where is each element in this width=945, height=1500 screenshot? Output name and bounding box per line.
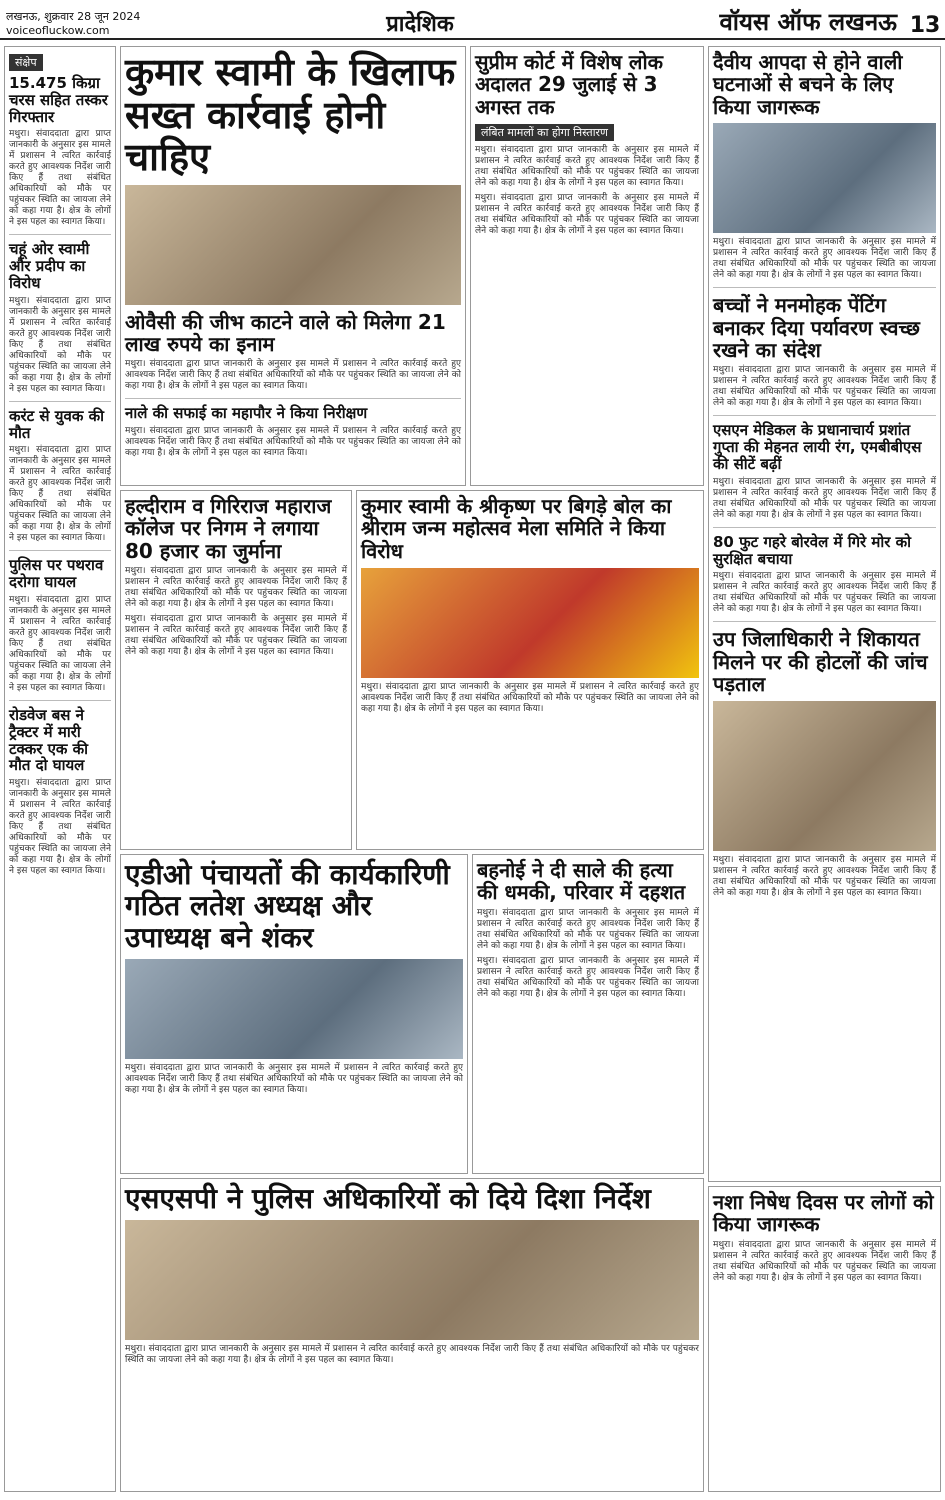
section-title: प्रादेशिक [386, 12, 454, 37]
brand-title: वॉयस ऑफ लखनऊ [719, 8, 897, 36]
headline-medical: एसएन मेडिकल के प्रधानाचार्य प्रशांत गुप्ता की मेहनत लायी रंग, एमबीबीएस की सीटें बढ़ीं [713, 421, 922, 473]
text-disaster: मथुरा। संवाददाता द्वारा प्राप्त जानकारी के अनुसार इस मामले में प्रशासन ने त्वरित कार्रवाई करते हुए आवश्यक निर्देश जारी किए हैं तथा संबंधित अधिकारियों को मौके पर पहुंचकर स्थिति का जायजा लेने को कहा गया है। क्षेत्र के लोगों ने इस पहल का स्वागत किया। [713, 237, 936, 281]
headline-disaster: दैवीय आपदा से होने वाली घटनाओं से बचने के लिए किया जागरूक [713, 50, 903, 119]
masthead [0, 0, 945, 40]
brief-1-title: 15.475 किग्रा चरस सहित तस्कर गिरफ्तार [9, 74, 108, 126]
story-haldiram [120, 490, 352, 850]
story-drug [708, 1186, 941, 1492]
headline-haldiram: हल्दीराम व गिरिराज महाराज कॉलेज पर निगम ने लगाया 80 हजार का जुर्माना [125, 494, 332, 563]
photo-kumar [125, 185, 461, 305]
masthead-left [0, 10, 300, 38]
tag-court: लंबित मामलों का होगा निस्तारण [475, 124, 614, 141]
text-medical: मथुरा। संवाददाता द्वारा प्राप्त जानकारी के अनुसार इस मामले में प्रशासन ने त्वरित कार्रवाई करते हुए आवश्यक निर्देश जारी किए हैं तथा संबंधित अधिकारियों को मौके पर पहुंचकर स्थिति का जायजा लेने को कहा गया है। क्षेत्र के लोगों ने इस पहल का स्वागत किया। [713, 476, 936, 520]
page-number: 13 [909, 13, 941, 38]
brief-4-text: मथुरा। संवाददाता द्वारा प्राप्त जानकारी के अनुसार इस मामले में प्रशासन ने त्वरित कार्रवाई करते हुए आवश्यक निर्देश जारी किए हैं तथा संबंधित अधिकारियों को मौके पर पहुंचकर स्थिति का जायजा लेने को कहा गया है। क्षेत्र के लोगों ने इस पहल का स्वागत किया। [9, 594, 111, 693]
brief-tag: संक्षेप [9, 54, 43, 71]
photo-disaster [713, 123, 936, 233]
left-column [4, 46, 116, 1492]
text-ado: मथुरा। संवाददाता द्वारा प्राप्त जानकारी के अनुसार इस मामले में प्रशासन ने त्वरित कार्रवाई करते हुए आवश्यक निर्देश जारी किए हैं तथा संबंधित अधिकारियों को मौके पर पहुंचकर स्थिति का जायजा लेने को कहा गया है। क्षेत्र के लोगों ने इस पहल का स्वागत किया। [125, 1063, 463, 1096]
text-court: मथुरा। संवाददाता द्वारा प्राप्त जानकारी के अनुसार इस मामले में प्रशासन ने त्वरित कार्रवाई करते हुए आवश्यक निर्देश जारी किए हैं तथा संबंधित अधिकारियों को मौके पर पहुंचकर स्थिति का जायजा लेने को कहा गया है। क्षेत्र के लोगों ने इस पहल का स्वागत किया। [475, 145, 699, 189]
story-ado [120, 854, 468, 1174]
story-krishna [356, 490, 704, 850]
brief-4-title: पुलिस पर पथराव दरोगा घायल [9, 556, 104, 592]
text-haldiram: मथुरा। संवाददाता द्वारा प्राप्त जानकारी के अनुसार इस मामले में प्रशासन ने त्वरित कार्रवाई करते हुए आवश्यक निर्देश जारी किए हैं तथा संबंधित अधिकारियों को मौके पर पहुंचकर स्थिति का जायजा लेने को कहा गया है। क्षेत्र के लोगों ने इस पहल का स्वागत किया। [125, 566, 347, 610]
text-drug: मथुरा। संवाददाता द्वारा प्राप्त जानकारी के अनुसार इस मामले में प्रशासन ने त्वरित कार्रवाई करते हुए आवश्यक निर्देश जारी किए हैं तथा संबंधित अधिकारियों को मौके पर पहुंचकर स्थिति का जायजा लेने को कहा गया है। क्षेत्र के लोगों ने इस पहल का स्वागत किया। [713, 1239, 936, 1283]
sub-drain: नाले की सफाई का महापौर ने किया निरीक्षण [125, 404, 368, 423]
text-threat: मथुरा। संवाददाता द्वारा प्राप्त जानकारी के अनुसार इस मामले में प्रशासन ने त्वरित कार्रवाई करते हुए आवश्यक निर्देश जारी किए हैं तथा संबंधित अधिकारियों को मौके पर पहुंचकर स्थिति का जायजा लेने को कहा गया है। क्षेत्र के लोगों ने इस पहल का स्वागत किया। [477, 907, 699, 951]
right-column [708, 46, 941, 1182]
headline-krishna: कुमार स्वामी के श्रीकृष्ण पर बिगड़े बोल का श्रीराम जन्म महोत्सव मेला समिति ने किया विरोध [361, 494, 672, 563]
text-court-2: मथुरा। संवाददाता द्वारा प्राप्त जानकारी के अनुसार इस मामले में प्रशासन ने त्वरित कार्रवाई करते हुए आवश्यक निर्देश जारी किए हैं तथा संबंधित अधिकारियों को मौके पर पहुंचकर स्थिति का जायजा लेने को कहा गया है। क्षेत्र के लोगों ने इस पहल का स्वागत किया। [475, 193, 699, 237]
headline-painting: बच्चों ने मनमोहक पेंटिंग बनाकर दिया पर्यावरण स्वच्छ रखने का संदेश [713, 293, 920, 362]
headline-kumar: कुमार स्वामी के खिलाफ सख्त कार्रवाई होनी चाहिए [125, 50, 456, 180]
brief-2-title: चहूं ओर स्वामी और प्रदीप का विरोध [9, 240, 90, 292]
photo-ado [125, 959, 463, 1059]
text-haldiram-2: मथुरा। संवाददाता द्वारा प्राप्त जानकारी के अनुसार इस मामले में प्रशासन ने त्वरित कार्रवाई करते हुए आवश्यक निर्देश जारी किए हैं तथा संबंधित अधिकारियों को मौके पर पहुंचकर स्थिति का जायजा लेने को कहा गया है। क्षेत्र के लोगों ने इस पहल का स्वागत किया। [125, 614, 347, 658]
headline-ssp: एसएसपी ने पुलिस अधिकारियों को दिये दिशा निर्देश [125, 1182, 651, 1215]
photo-hotel [713, 701, 936, 851]
story-kumar-swami [120, 46, 466, 486]
text-painting: मथुरा। संवाददाता द्वारा प्राप्त जानकारी के अनुसार इस मामले में प्रशासन ने त्वरित कार्रवाई करते हुए आवश्यक निर्देश जारी किए हैं तथा संबंधित अधिकारियों को मौके पर पहुंचकर स्थिति का जायजा लेने को कहा गया है। क्षेत्र के लोगों ने इस पहल का स्वागत किया। [713, 365, 936, 409]
sub-owaisi: ओवैसी की जीभ काटने वाले को मिलेगा 21 लाख रुपये का इनाम [125, 309, 446, 357]
brief-1-text: मथुरा। संवाददाता द्वारा प्राप्त जानकारी के अनुसार इस मामले में प्रशासन ने त्वरित कार्रवाई करते हुए आवश्यक निर्देश जारी किए हैं तथा संबंधित अधिकारियों को मौके पर पहुंचकर स्थिति का जायजा लेने को कहा गया है। क्षेत्र के लोगों ने इस पहल का स्वागत किया। [9, 129, 111, 228]
brief-5-text: मथुरा। संवाददाता द्वारा प्राप्त जानकारी के अनुसार इस मामले में प्रशासन ने त्वरित कार्रवाई करते हुए आवश्यक निर्देश जारी किए हैं तथा संबंधित अधिकारियों को मौके पर पहुंचकर स्थिति का जायजा लेने को कहा गया है। क्षेत्र के लोगों ने इस पहल का स्वागत किया। [9, 778, 111, 877]
text-krishna: मथुरा। संवाददाता द्वारा प्राप्त जानकारी के अनुसार इस मामले में प्रशासन ने त्वरित कार्रवाई करते हुए आवश्यक निर्देश जारी किए हैं तथा संबंधित अधिकारियों को मौके पर पहुंचकर स्थिति का जायजा लेने को कहा गया है। क्षेत्र के लोगों ने इस पहल का स्वागत किया। [361, 682, 699, 715]
text-threat-2: मथुरा। संवाददाता द्वारा प्राप्त जानकारी के अनुसार इस मामले में प्रशासन ने त्वरित कार्रवाई करते हुए आवश्यक निर्देश जारी किए हैं तथा संबंधित अधिकारियों को मौके पर पहुंचकर स्थिति का जायजा लेने को कहा गया है। क्षेत्र के लोगों ने इस पहल का स्वागत किया। [477, 955, 699, 999]
dateline: लखनऊ, शुक्रवार 28 जून 2024 [6, 10, 141, 23]
photo-krishna [361, 568, 699, 678]
brief-3-title: करंट से युवक की मौत [9, 406, 104, 442]
headline-hotel: उप जिलाधिकारी ने शिकायत मिलने पर की होटलों की जांच पड़ताल [713, 627, 928, 697]
brief-3-text: मथुरा। संवाददाता द्वारा प्राप्त जानकारी के अनुसार इस मामले में प्रशासन ने त्वरित कार्रवाई करते हुए आवश्यक निर्देश जारी किए हैं तथा संबंधित अधिकारियों को मौके पर पहुंचकर स्थिति का जायजा लेने को कहा गया है। क्षेत्र के लोगों ने इस पहल का स्वागत किया। [9, 445, 111, 544]
headline-court: सुप्रीम कोर्ट में विशेष लोक अदालत 29 जुलाई से 3 अगस्त तक [475, 50, 664, 119]
text-kumar: मथुरा। संवाददाता द्वारा प्राप्त जानकारी के अनुसार इस मामले में प्रशासन ने त्वरित कार्रवाई करते हुए आवश्यक निर्देश जारी किए हैं तथा संबंधित अधिकारियों को मौके पर पहुंचकर स्थिति का जायजा लेने को कहा गया है। क्षेत्र के लोगों ने इस पहल का स्वागत किया। [125, 359, 461, 392]
website[interactable]: voiceofluckow.com [6, 24, 110, 37]
story-threat [472, 854, 704, 1174]
text-borewell: मथुरा। संवाददाता द्वारा प्राप्त जानकारी के अनुसार इस मामले में प्रशासन ने त्वरित कार्रवाई करते हुए आवश्यक निर्देश जारी किए हैं तथा संबंधित अधिकारियों को मौके पर पहुंचकर स्थिति का जायजा लेने को कहा गया है। क्षेत्र के लोगों ने इस पहल का स्वागत किया। [713, 571, 936, 615]
text-ssp: मथुरा। संवाददाता द्वारा प्राप्त जानकारी के अनुसार इस मामले में प्रशासन ने त्वरित कार्रवाई करते हुए आवश्यक निर्देश जारी किए हैं तथा संबंधित अधिकारियों को मौके पर पहुंचकर स्थिति का जायजा लेने को कहा गया है। क्षेत्र के लोगों ने इस पहल का स्वागत किया। [125, 1344, 699, 1366]
story-court [470, 46, 704, 486]
headline-ado: एडीओ पंचायतों की कार्यकारिणी गठित लतेश अध्यक्ष और उपाध्यक्ष बने शंकर [125, 858, 450, 954]
text-hotel: मथुरा। संवाददाता द्वारा प्राप्त जानकारी के अनुसार इस मामले में प्रशासन ने त्वरित कार्रवाई करते हुए आवश्यक निर्देश जारी किए हैं तथा संबंधित अधिकारियों को मौके पर पहुंचकर स्थिति का जायजा लेने को कहा गया है। क्षेत्र के लोगों ने इस पहल का स्वागत किया। [713, 854, 936, 898]
photo-ssp [125, 1220, 699, 1340]
brief-2-text: मथुरा। संवाददाता द्वारा प्राप्त जानकारी के अनुसार इस मामले में प्रशासन ने त्वरित कार्रवाई करते हुए आवश्यक निर्देश जारी किए हैं तथा संबंधित अधिकारियों को मौके पर पहुंचकर स्थिति का जायजा लेने को कहा गया है। क्षेत्र के लोगों ने इस पहल का स्वागत किया। [9, 295, 111, 394]
headline-drug: नशा निषेध दिवस पर लोगों को किया जागरूक [713, 1190, 934, 1237]
text-drain: मथुरा। संवाददाता द्वारा प्राप्त जानकारी के अनुसार इस मामले में प्रशासन ने त्वरित कार्रवाई करते हुए आवश्यक निर्देश जारी किए हैं तथा संबंधित अधिकारियों को मौके पर पहुंचकर स्थिति का जायजा लेने को कहा गया है। क्षेत्र के लोगों ने इस पहल का स्वागत किया। [125, 426, 461, 459]
headline-threat: बहनोई ने दी साले की हत्या की धमकी, परिवार में दहशत [477, 858, 686, 905]
brief-5-title: रोडवेज बस ने ट्रैक्टर में मारी टक्कर एक की मौत दो घायल [9, 705, 89, 775]
story-ssp [120, 1178, 704, 1492]
headline-borewell: 80 फुट गहरे बोरवेल में गिरे मोर को सुरक्षित बचाया [713, 532, 912, 568]
